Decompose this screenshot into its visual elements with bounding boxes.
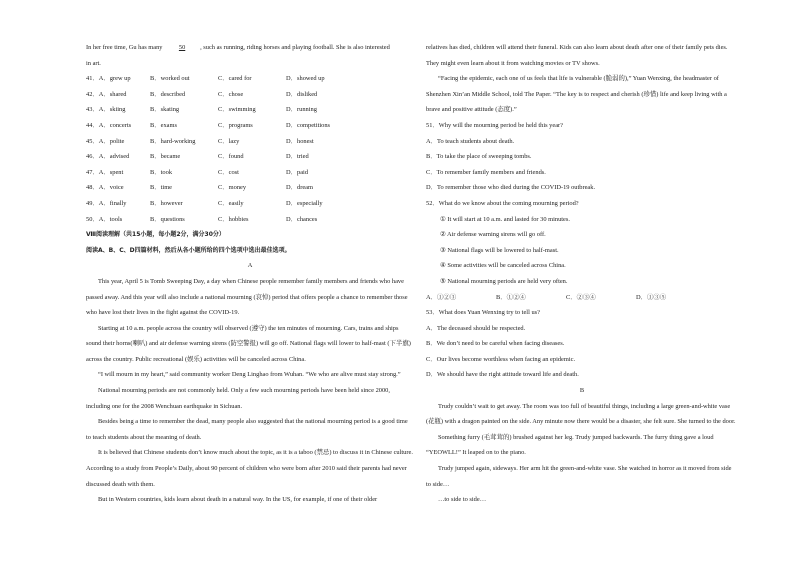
option-c: C．swimming	[218, 106, 256, 114]
option-c: C．found	[218, 153, 244, 161]
option-a-text: A．advised	[98, 153, 130, 161]
option-b: B．became	[150, 153, 181, 161]
option-b: B．took	[150, 168, 173, 176]
option-d: D．running	[286, 106, 317, 114]
passage-b-label: B	[579, 387, 585, 395]
option-a	[86, 87, 150, 103]
option-b: B．described	[150, 90, 186, 98]
passage-a-para-7: But in Western countries, kids learn about death in a natural way. In the US, for example, if one of their older	[98, 496, 378, 504]
option-d: D．dream	[286, 184, 313, 192]
cloze-options	[86, 71, 414, 227]
blank-50: 50	[178, 44, 186, 51]
option-row	[86, 196, 414, 212]
question-number: 44．	[86, 121, 99, 129]
option-row	[86, 118, 414, 134]
question-number: 48．	[86, 184, 99, 192]
passage-a-para-9: “Facing the epidemic, each one of us feels that life is vulnerable (脆弱的),” Yuan Wenxing, the headmaster of Shenzhen Xin’an Middle School, told The Paper. “The key is to respect and cherish (珍惜) life and keep living with a brave and positive attitude (态度).”	[426, 75, 727, 114]
question-number: 47．	[86, 168, 99, 176]
option-a	[86, 149, 150, 165]
option-row	[86, 180, 414, 196]
question-number: 49．	[86, 199, 99, 207]
passage-a-para-5: Besides being a time to remember the dead, many people also suggested that the national mourning period is a good time to teach students about the meaning of death.	[86, 418, 408, 441]
option-a-text: A．voice	[98, 184, 124, 192]
passage-b-para-1: Trudy couldn’t wait to get away. The room was too full of beautiful things, including a large green-and-white vase (花瓶) with a dragon painted on the side. Any minute now there would be a disaster, she felt sure. She turned to the door.	[426, 402, 736, 426]
option-row	[86, 71, 414, 87]
q53-option-c: C．Our lives become worthless when facing an epidemic.	[426, 355, 576, 363]
passage-a-para-6: It is believed that Chinese students don’t know much about the topic, as it is a taboo (禁忌) to discuss it in Chinese culture. According to a study from People’s Daily, about 90 percent of children who were born after 2010 said their parents had never discussed death with them.	[86, 449, 413, 488]
option-a	[86, 134, 150, 150]
q52-item-1: ① It will start at 10 a.m. and lasted for 30 minutes.	[440, 215, 570, 223]
option-a-text: A．polite	[98, 137, 125, 145]
q52-item-5: ⑤ National mourning periods are held very often.	[440, 277, 568, 285]
option-a-text: A．tools	[98, 215, 123, 223]
option-b: B．exams	[150, 121, 177, 129]
option-c: C．hobbies	[218, 215, 249, 223]
option-row	[86, 212, 414, 228]
passage-b-para-4: …to side to side…	[438, 496, 487, 504]
intro-text-a: In her free time, Gu has many	[86, 44, 165, 51]
option-d: D．showed up	[286, 75, 325, 83]
passage-b-para-3: Trudy jumped again, sideways. Her arm hit the green-and-white vase. She watched in horror as it moved from side to side…	[426, 465, 732, 488]
q52-option-a: A．①②③	[426, 293, 457, 301]
question-number: 42．	[86, 90, 99, 98]
q53-option-d: D．We should have the right attitude toward life and death.	[426, 371, 579, 379]
option-a	[86, 118, 150, 134]
option-d: D．especially	[286, 199, 323, 207]
option-b: B．hard-working	[150, 137, 196, 145]
intro-text-b: , such as running, riding horses and playing football. She is also interested	[200, 44, 390, 51]
option-a-text: A．spent	[98, 168, 124, 176]
option-c: C．programs	[218, 121, 253, 129]
q52-item-3: ③ National flags will be lowered to half-mast.	[440, 246, 559, 254]
passage-a-para-8: relatives has died, children will attend their funeral. Kids can also learn about death after one of their family pets dies. They might even learn about it from watching movies or TV shows.	[426, 44, 728, 67]
question-51: 51．Why will the mourning period be held this year?	[426, 121, 564, 129]
cloze-tail	[86, 40, 414, 56]
option-a	[86, 212, 150, 228]
option-d: D．honest	[286, 137, 314, 145]
passage-a-para-3: “I will mourn in my heart,” said community worker Deng Linghao from Wuhan. “We who are alive must stay strong.”	[98, 371, 401, 379]
passage-a-para-4: National mourning periods are not commonly held. Only a few such mourning periods have been held since 2000, including one for the 2008 Wenchuan earthquake in Sichuan.	[86, 387, 390, 410]
option-c: C．chose	[218, 90, 244, 98]
option-d: D．chances	[286, 215, 318, 223]
option-c: C．cost	[218, 168, 239, 176]
section-title: Ⅷ阅读理解（共15小题，每小题2分，满分30分）	[86, 231, 225, 239]
option-a	[86, 165, 150, 181]
passage-b-para-2: Something furry (毛茸茸的) brushed against her leg. Trudy jumped backwards. The furry thing gave a loud “YEOWLL!” It leaped on to the piano.	[426, 433, 714, 457]
q52-item-4: ④ Some activities will be canceled across China.	[440, 262, 566, 270]
option-a-text: A．skiing	[98, 106, 126, 114]
option-row	[86, 149, 414, 165]
option-a-text: A．shared	[98, 90, 127, 98]
question-number: 41．	[86, 75, 99, 83]
q52-option-d: D．①③⑤	[636, 293, 667, 301]
option-b: B．however	[150, 199, 183, 207]
left-column	[86, 40, 414, 508]
option-c: C．cared for	[218, 75, 252, 83]
q51-option-d: D．To remember those who died during the COVID-19 outbreak.	[426, 184, 596, 192]
option-b: B．worked out	[150, 75, 190, 83]
q52-option-b: B．①②④	[496, 293, 526, 301]
option-a	[86, 102, 150, 118]
option-row	[86, 102, 414, 118]
option-c: C．lazy	[218, 137, 240, 145]
q53-option-b: B．We don’t need to be careful when facing diseases.	[426, 340, 565, 348]
question-number: 45．	[86, 137, 99, 145]
passage-a-para-2: Starting at 10 a.m. people across the country will observed (遵守) the ten minutes of mourning. Cars, trains and ships sound their horns(喇叭) and air defense warning sirens (防空警报) will go off. National flags will lower to half-mast (下半旗) across the country. Public recreational (娱乐) activities will be canceled across China.	[86, 324, 411, 363]
q51-option-c: C．To remember family members and friends.	[426, 168, 546, 176]
question-number: 50．	[86, 215, 99, 223]
question-53: 53．What does Yuan Wenxing try to tell us?	[426, 309, 540, 317]
option-d: D．competitions	[286, 121, 331, 129]
option-b: B．skating	[150, 106, 180, 114]
passage-a-label: A	[247, 262, 253, 270]
option-a	[86, 196, 150, 212]
question-number: 43．	[86, 106, 99, 114]
option-a	[86, 180, 150, 196]
option-row	[86, 134, 414, 150]
q52-option-c: C．②③④	[566, 293, 596, 301]
q51-option-b: B．To take the place of sweeping tombs.	[426, 153, 532, 161]
option-c: C．money	[218, 184, 247, 192]
option-a-text: A．grew up	[98, 75, 131, 83]
q53-option-a: A．The deceased should be respected.	[426, 324, 526, 332]
option-d: D．tried	[286, 153, 309, 161]
question-number: 46．	[86, 153, 99, 161]
option-c: C．easily	[218, 199, 244, 207]
option-b: B．questions	[150, 215, 185, 223]
option-b: B．time	[150, 184, 173, 192]
cloze-tail-end: in art.	[86, 59, 101, 67]
option-a	[86, 71, 150, 87]
q52-item-2: ② Air defense warning sirens will go off.	[440, 231, 546, 239]
option-a-text: A．finally	[98, 199, 127, 207]
option-a-text: A．concerts	[98, 121, 132, 129]
passage-a-para-1: This year, April 5 is Tomb Sweeping Day, a day when Chinese people remember family members and friends who have passed away. And this year will also include a national mourning (哀悼) period that offers people a chance to remember those who have lost their lives in the fight against the COVID-19.	[86, 277, 408, 317]
question-52: 52．What do we know about the coming mourning period?	[426, 199, 579, 207]
option-d: D．disliked	[286, 90, 318, 98]
right-column	[426, 40, 738, 508]
option-d: D．paid	[286, 168, 309, 176]
option-row	[86, 165, 414, 181]
section-instructions: 阅读A、B、C、D四篇材料，然后从各小题所给的四个选项中选出最佳选项。	[86, 246, 291, 254]
option-row	[86, 87, 414, 103]
q51-option-a: A．To teach students about death.	[426, 137, 515, 145]
q52-options	[426, 290, 738, 306]
